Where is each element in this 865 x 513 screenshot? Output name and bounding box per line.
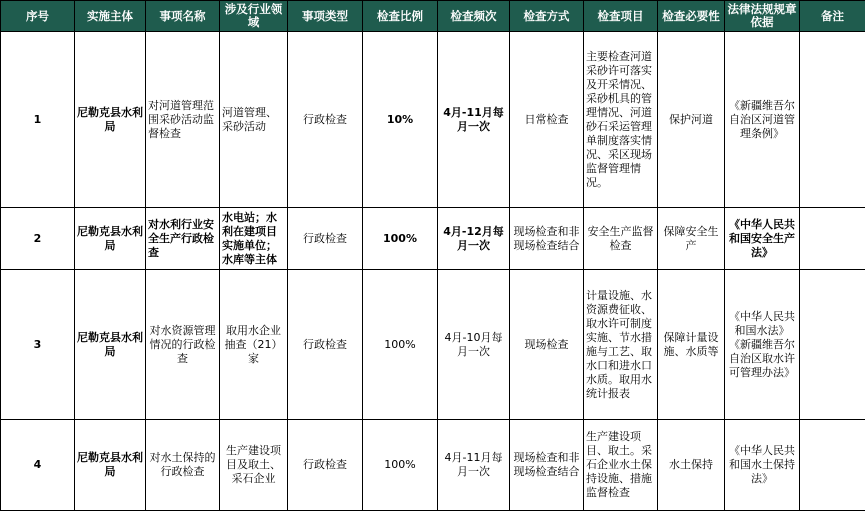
header-field: 涉及行业领域 bbox=[220, 1, 288, 32]
cell-type: 行政检查 bbox=[288, 270, 363, 420]
cell-method: 现场检查 bbox=[510, 270, 584, 420]
header-row bbox=[1, 1, 865, 32]
cell-freq: 4月-10月每月一次 bbox=[438, 270, 510, 420]
table-row bbox=[1, 208, 865, 270]
header-note: 备注 bbox=[800, 1, 865, 32]
cell-field: 取用水企业抽查（21）家 bbox=[220, 270, 288, 420]
cell-entity: 尼勒克县水利局 bbox=[75, 32, 146, 208]
cell-basis: 《新疆维吾尔自治区河道管理条例》 bbox=[725, 32, 800, 208]
cell-method: 现场检查和非现场检查结合 bbox=[510, 420, 584, 511]
cell-necessity: 水土保持 bbox=[658, 420, 725, 511]
cell-ratio: 10% bbox=[363, 32, 438, 208]
header-type: 事项类型 bbox=[288, 1, 363, 32]
header-freq: 检查频次 bbox=[438, 1, 510, 32]
header-basis: 法律法规规章依据 bbox=[725, 1, 800, 32]
cell-no: 1 bbox=[1, 32, 75, 208]
cell-entity: 尼勒克县水利局 bbox=[75, 420, 146, 511]
cell-project: 计量设施、水资源费征收、取水许可制度实施、节水措施与工艺、取水口和进水口水质。取用水统计报表 bbox=[584, 270, 658, 420]
header-no: 序号 bbox=[1, 1, 75, 32]
cell-field: 水电站；水利在建项目实施单位；水库等主体 bbox=[220, 208, 288, 270]
cell-necessity: 保障安全生产 bbox=[658, 208, 725, 270]
table-row bbox=[1, 270, 865, 420]
cell-entity: 尼勒克县水利局 bbox=[75, 208, 146, 270]
cell-project: 主要检查河道采砂许可落实及开采情况、采砂机具的管理情况、河道砂石采运管理单制度落实情况、采区现场监督管理情况。 bbox=[584, 32, 658, 208]
cell-freq: 4月-11月每月一次 bbox=[438, 420, 510, 511]
cell-project: 安全生产监督检查 bbox=[584, 208, 658, 270]
header-method: 检查方式 bbox=[510, 1, 584, 32]
cell-basis: 《中华人民共和国水法》《新疆维吾尔自治区取水许可管理办法》 bbox=[725, 270, 800, 420]
cell-basis: 《中华人民共和国水土保持法》 bbox=[725, 420, 800, 511]
cell-note bbox=[800, 32, 865, 208]
cell-freq: 4月-12月每月一次 bbox=[438, 208, 510, 270]
cell-method: 现场检查和非现场检查结合 bbox=[510, 208, 584, 270]
header-necessity: 检查必要性 bbox=[658, 1, 725, 32]
cell-no: 3 bbox=[1, 270, 75, 420]
cell-type: 行政检查 bbox=[288, 208, 363, 270]
cell-item: 对水资源管理情况的行政检查 bbox=[146, 270, 220, 420]
table-row bbox=[1, 420, 865, 511]
cell-ratio: 100% bbox=[363, 208, 438, 270]
table-row bbox=[1, 32, 865, 208]
cell-note bbox=[800, 270, 865, 420]
cell-type: 行政检查 bbox=[288, 420, 363, 511]
cell-type: 行政检查 bbox=[288, 32, 363, 208]
cell-basis: 《中华人民共和国安全生产法》 bbox=[725, 208, 800, 270]
cell-ratio: 100% bbox=[363, 420, 438, 511]
cell-field: 生产建设项目及取土、采石企业 bbox=[220, 420, 288, 511]
cell-note bbox=[800, 420, 865, 511]
cell-freq: 4月-11月每月一次 bbox=[438, 32, 510, 208]
cell-project: 生产建设项目、取土。采石企业水土保持设施、措施监督检查 bbox=[584, 420, 658, 511]
header-ratio: 检查比例 bbox=[363, 1, 438, 32]
header-item: 事项名称 bbox=[146, 1, 220, 32]
header-entity: 实施主体 bbox=[75, 1, 146, 32]
cell-no: 4 bbox=[1, 420, 75, 511]
cell-item: 对水利行业安全生产行政检查 bbox=[146, 208, 220, 270]
cell-field: 河道管理、采砂活动 bbox=[220, 32, 288, 208]
cell-entity: 尼勒克县水利局 bbox=[75, 270, 146, 420]
cell-ratio: 100% bbox=[363, 270, 438, 420]
cell-item: 对河道管理范围采砂活动监督检查 bbox=[146, 32, 220, 208]
cell-necessity: 保护河道 bbox=[658, 32, 725, 208]
header-project: 检查项目 bbox=[584, 1, 658, 32]
cell-item: 对水土保持的行政检查 bbox=[146, 420, 220, 511]
cell-note bbox=[800, 208, 865, 270]
cell-no: 2 bbox=[1, 208, 75, 270]
cell-method: 日常检查 bbox=[510, 32, 584, 208]
cell-necessity: 保障计量设施、水质等 bbox=[658, 270, 725, 420]
